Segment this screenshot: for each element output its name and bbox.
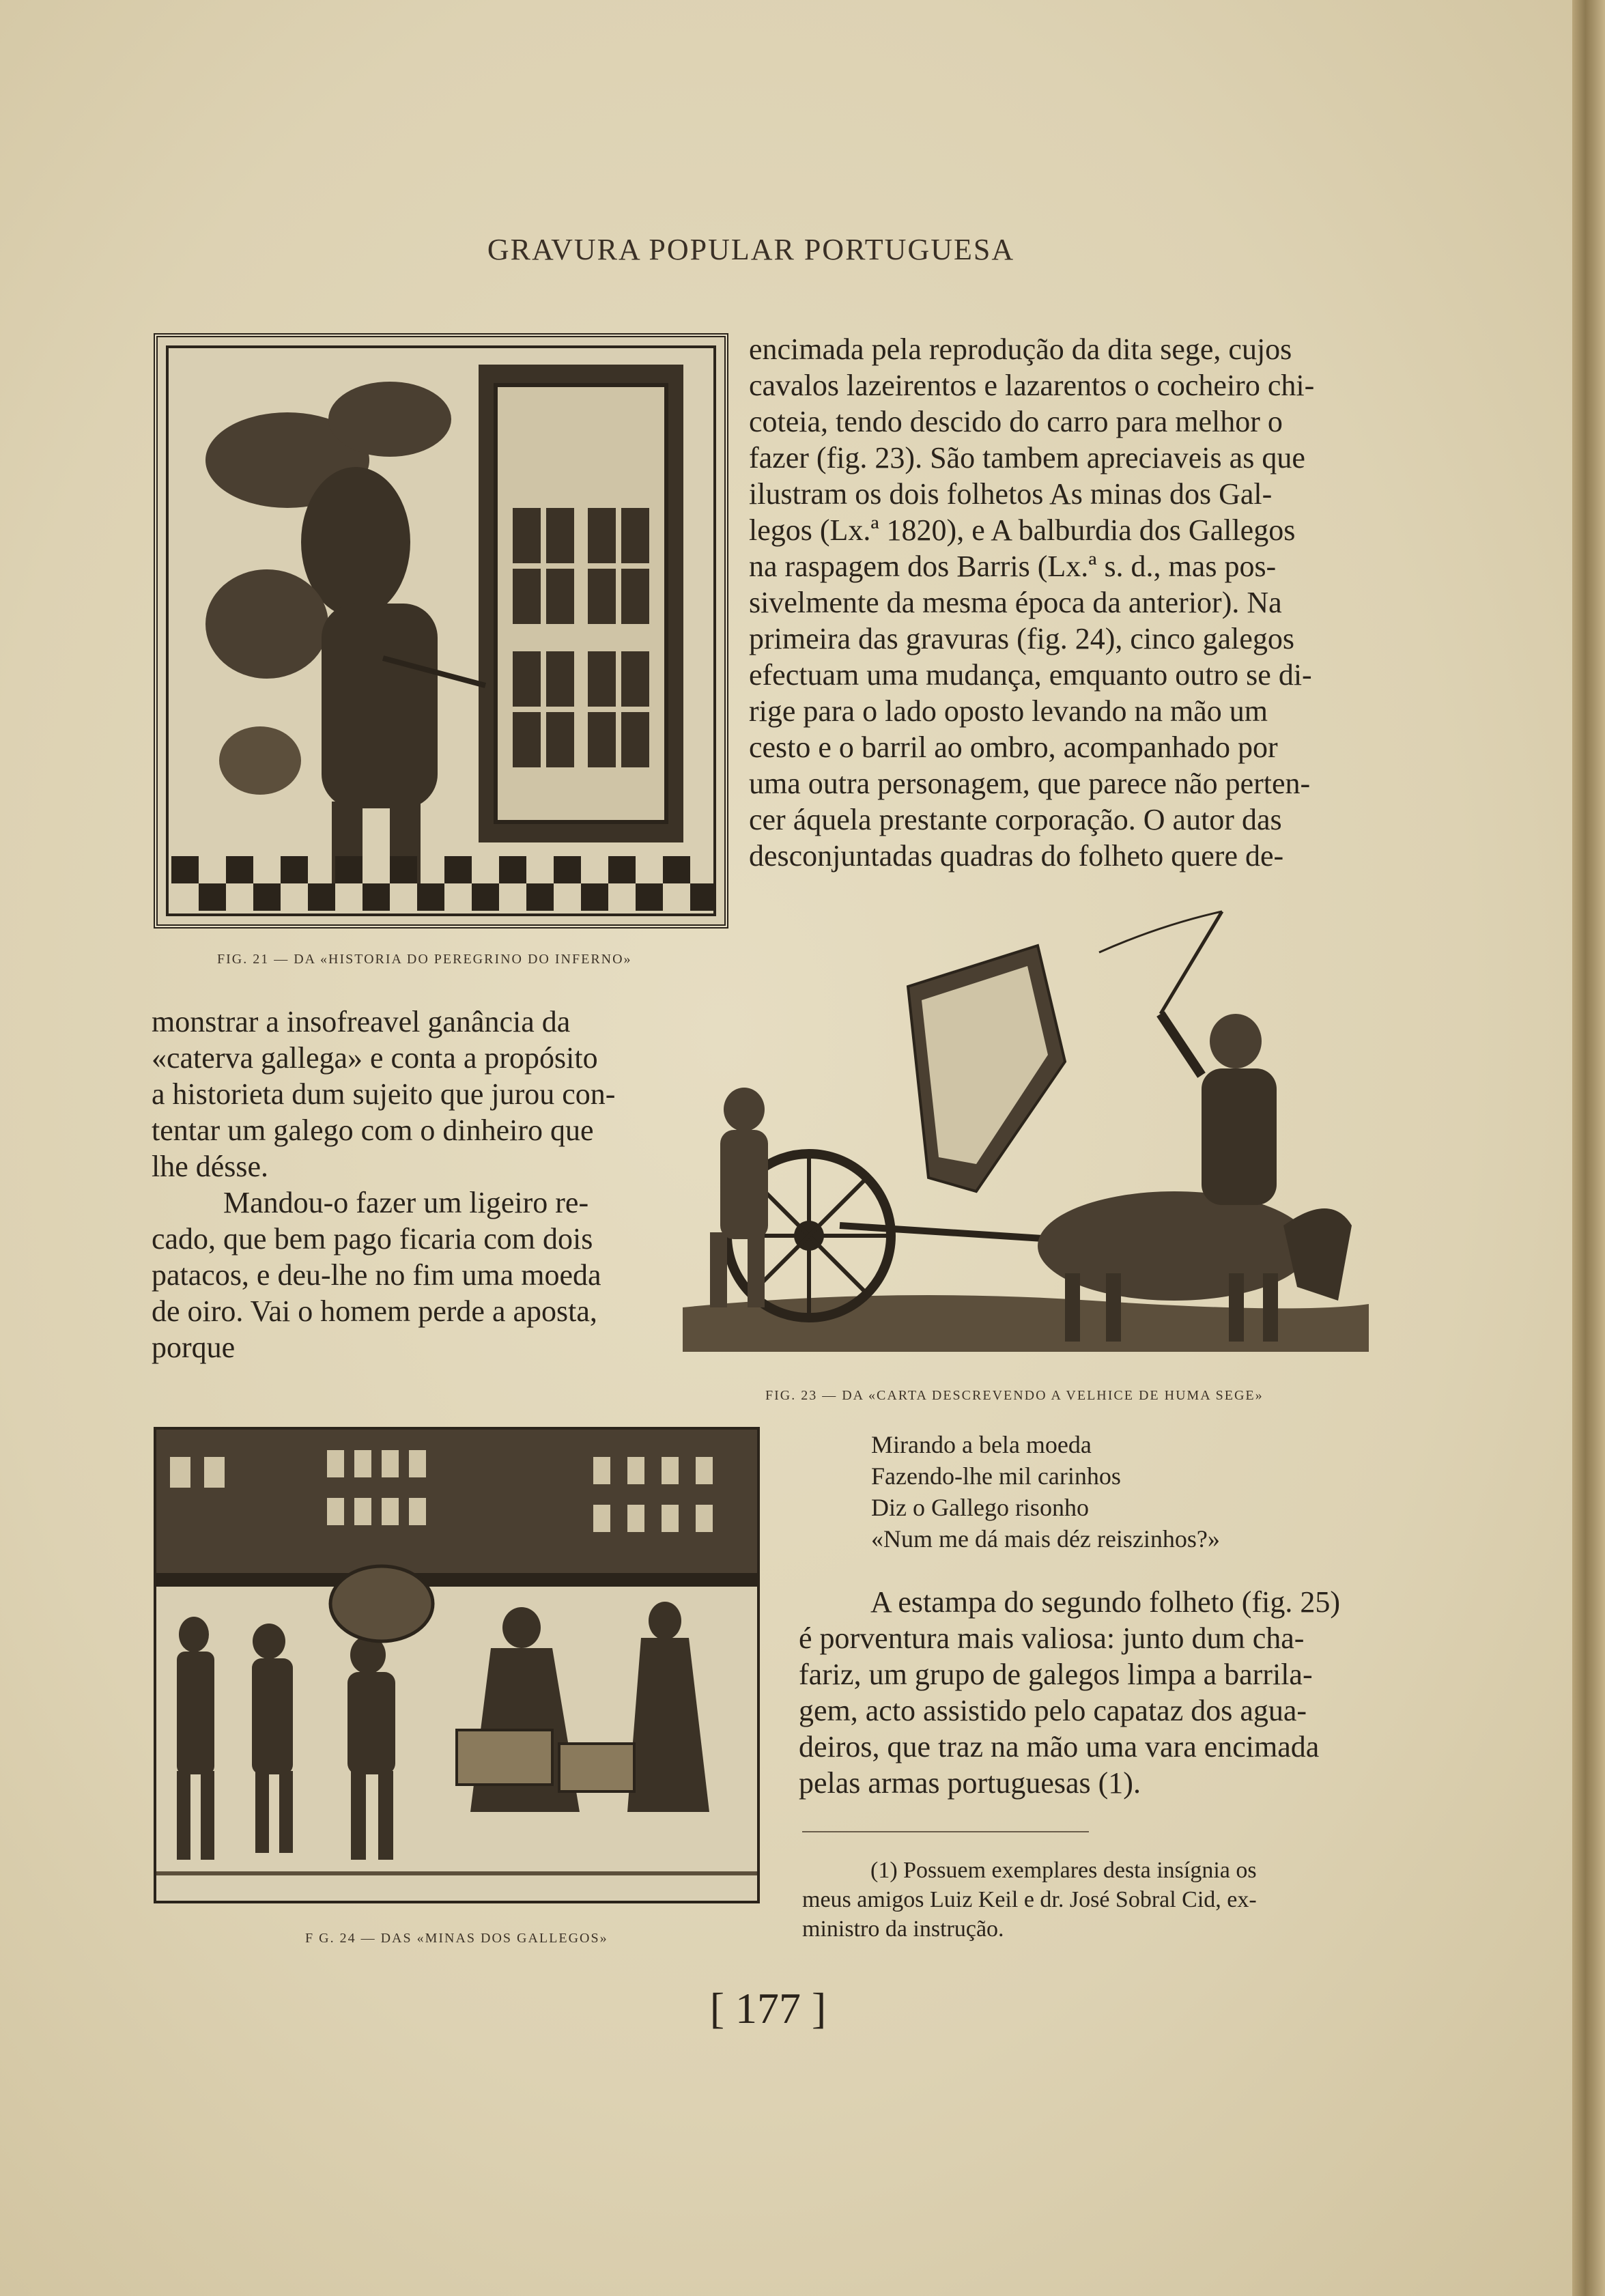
text-line: Mandou-o fazer um ligeiro re- xyxy=(223,1186,589,1219)
text-line: cer áquela prestante corporação. O autor das xyxy=(749,803,1282,836)
text-line: tentar um galego com o dinheiro que xyxy=(152,1114,594,1147)
page-number: [ 177 ] xyxy=(709,1984,827,2032)
text-line: na raspagem dos Barris (Lx.ª s. d., mas pos- xyxy=(749,550,1277,583)
page-edge xyxy=(1572,0,1605,2296)
figure-23-caption: FIG. 23 — DA «CARTA DESCREVENDO A VELHICE DE HUMA SEGE» xyxy=(765,1388,1264,1403)
text-line: lhe désse. xyxy=(152,1150,269,1183)
text-line: coteia, tendo descido do carro para melhor o xyxy=(749,405,1283,438)
text-line: efectuam uma mudança, emquanto outro se di- xyxy=(749,658,1312,692)
footnote xyxy=(802,1856,1372,1944)
text-line: desconjuntadas quadras do folheto quere de- xyxy=(749,839,1284,873)
figure-23-woodcut xyxy=(683,905,1369,1352)
text-line: a historieta dum sujeito que jurou con- xyxy=(152,1077,616,1111)
text-line: gem, acto assistido pelo capataz dos agua- xyxy=(799,1694,1307,1727)
text-line: sivelmente da mesma época da anterior). Na xyxy=(749,586,1282,619)
figure-24-woodcut xyxy=(154,1427,760,1903)
text-line: cavalos lazeirentos e lazarentos o cocheiro chi- xyxy=(749,369,1315,402)
text-line: A estampa do segundo folheto (fig. 25) xyxy=(870,1585,1340,1619)
verse-line: Fazendo-lhe mil carinhos xyxy=(871,1462,1121,1490)
text-line: cado, que bem pago ficaria com dois xyxy=(152,1222,593,1256)
figure-21-image xyxy=(158,337,724,924)
text-line: patacos, e deu-lhe no fim uma moeda xyxy=(152,1258,601,1292)
text-line: «caterva gallega» e conta a propósito xyxy=(152,1041,598,1075)
running-title: GRAVURA POPULAR PORTUGUESA xyxy=(487,233,1015,266)
text-line: legos (Lx.ª 1820), e A balburdia dos Gallegos xyxy=(749,513,1296,547)
footnote-rule xyxy=(802,1831,1089,1832)
text-line: primeira das gravuras (fig. 24), cinco galegos xyxy=(749,622,1295,655)
text-line: fazer (fig. 23). São tambem apreciaveis as que xyxy=(749,441,1305,474)
figure-23-image xyxy=(683,905,1369,1352)
text-line: fariz, um grupo de galegos limpa a barrila- xyxy=(799,1658,1313,1691)
verse-line: Diz o Gallego risonho xyxy=(871,1494,1089,1521)
figure-24-caption: F G. 24 — DAS «MINAS DOS GALLEGOS» xyxy=(305,1931,608,1946)
text-line: pelas armas portuguesas (1). xyxy=(799,1766,1141,1800)
text-line: monstrar a insofreavel ganância da xyxy=(152,1005,571,1038)
text-line: deiros, que traz na mão uma vara encimada xyxy=(799,1730,1320,1763)
verse-quatrain xyxy=(871,1429,1349,1555)
figure-21-woodcut xyxy=(154,333,728,929)
paragraph-bottom-right xyxy=(799,1584,1372,1801)
text-line: uma outra personagem, que parece não perten- xyxy=(749,767,1311,800)
verse-line: Mirando a bela moeda xyxy=(871,1431,1092,1458)
paragraph-top-right xyxy=(749,331,1367,874)
verse-line: «Num me dá mais déz reiszinhos?» xyxy=(871,1525,1220,1553)
text-line: porque xyxy=(152,1331,236,1364)
figure-24-image xyxy=(156,1430,757,1901)
footnote-line: (1) Possuem exemplares desta insígnia os xyxy=(870,1858,1257,1883)
figure-21-caption: FIG. 21 — DA «HISTORIA DO PEREGRINO DO INFERNO» xyxy=(217,952,632,967)
text-line: de oiro. Vai o homem perde a aposta, xyxy=(152,1294,597,1328)
footnote-line: ministro da instrução. xyxy=(802,1916,1004,1942)
paragraph-middle-left xyxy=(152,1004,650,1365)
footnote-line: meus amigos Luiz Keil e dr. José Sobral Cid, ex- xyxy=(802,1887,1257,1912)
text-line: é porventura mais valiosa: junto dum cha- xyxy=(799,1621,1305,1655)
text-line: encimada pela reprodução da dita sege, cujos xyxy=(749,332,1292,366)
text-line: ilustram os dois folhetos As minas dos Gal- xyxy=(749,477,1273,511)
text-line: cesto e o barril ao ombro, acompanhado por xyxy=(749,731,1278,764)
text-line: rige para o lado oposto levando na mão um xyxy=(749,694,1268,728)
